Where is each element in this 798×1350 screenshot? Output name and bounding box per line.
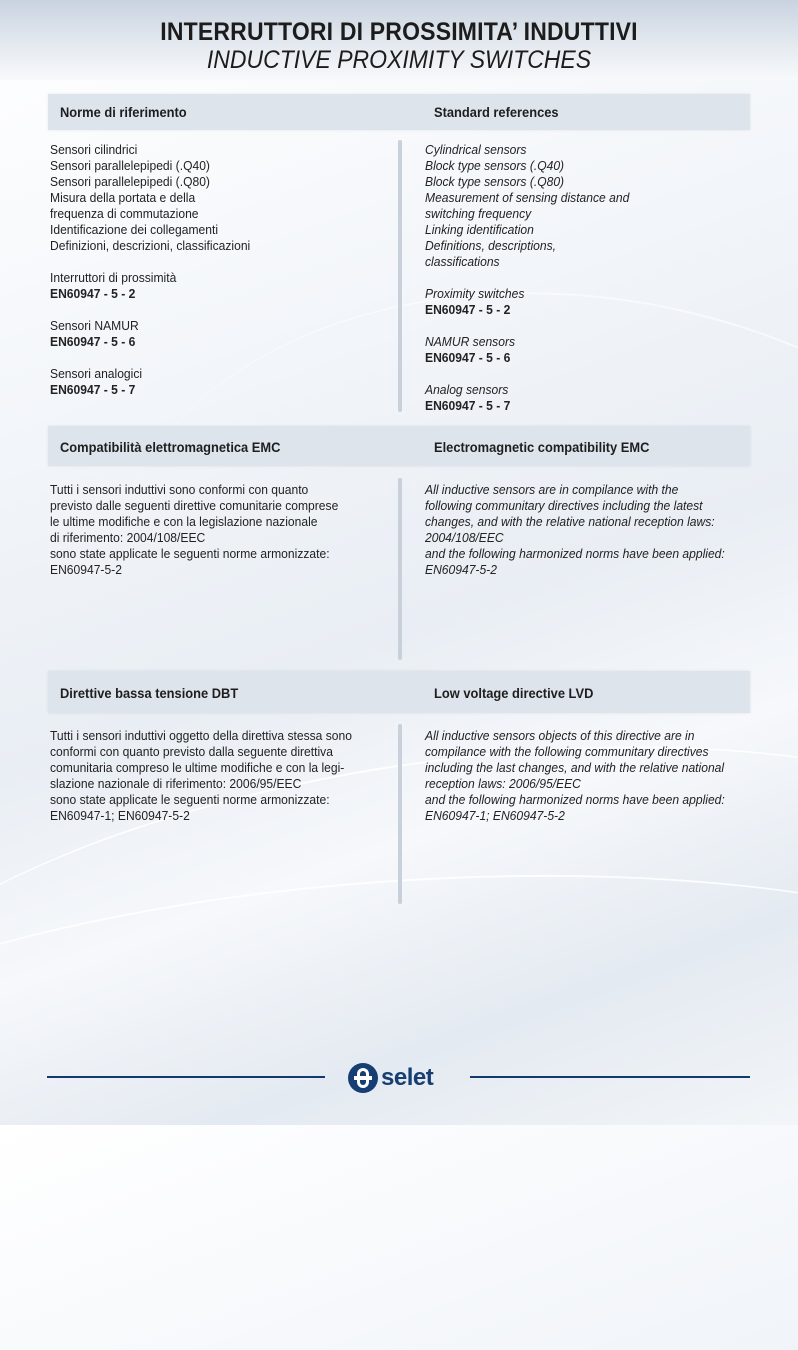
text-line: NAMUR sensors <box>425 334 516 349</box>
text-line: di riferimento: 2004/108/EEC <box>50 530 206 545</box>
section-title-it: Compatibilità elettromagnetica EMC <box>60 439 281 455</box>
section-title-en: Standard references <box>434 104 559 120</box>
text-line: Block type sensors (.Q80) <box>425 174 565 189</box>
text-line: and the following harmonized norms have been applied: <box>425 792 725 807</box>
norm-code: EN60947 - 5 - 2 <box>425 302 511 317</box>
page-title-block <box>0 18 798 75</box>
text-line: Definizioni, descrizioni, classificazioni <box>50 238 251 253</box>
text-line: EN60947-5-2 <box>425 562 497 577</box>
section-header-emc <box>48 426 750 466</box>
norm-code: EN60947 - 5 - 6 <box>425 350 511 365</box>
text-line: including the last changes, and with the relative national <box>425 760 725 775</box>
lvd-en-text <box>425 728 755 824</box>
text-line: Proximity switches <box>425 286 525 301</box>
references-it-text <box>50 142 390 398</box>
text-line: frequenza di commutazione <box>50 206 199 221</box>
text-line: EN60947-1; EN60947-5-2 <box>425 808 565 823</box>
paragraph-gap <box>425 366 755 382</box>
text-line: sono state applicate le seguenti norme armonizzate: <box>50 546 330 561</box>
text-line: EN60947-1; EN60947-5-2 <box>50 808 190 823</box>
text-line: compilance with the following communitary directives <box>425 744 709 759</box>
text-line: 2004/108/EEC <box>425 530 504 545</box>
page-title-it: INTERRUTTORI DI PROSSIMITA’ INDUTTIVI <box>160 18 638 46</box>
text-line: Sensori parallelepipedi (.Q80) <box>50 174 210 189</box>
text-line: changes, and with the relative national reception laws: <box>425 514 715 529</box>
norm-code: EN60947 - 5 - 6 <box>50 334 136 349</box>
text-line: comunitaria compreso le ultime modifiche e con la legi- <box>50 760 345 775</box>
page-title-en: INDUCTIVE PROXIMITY SWITCHES <box>206 46 592 74</box>
text-line: following communitary directives including the latest <box>425 498 703 513</box>
references-en-text <box>425 142 755 414</box>
text-line: classifications <box>425 254 500 269</box>
paragraph-gap <box>50 254 390 270</box>
text-line: Identificazione dei collegamenti <box>50 222 219 237</box>
section-header-references <box>48 94 750 130</box>
text-line: Block type sensors (.Q40) <box>425 158 565 173</box>
text-line: All inductive sensors objects of this directive are in <box>425 728 695 743</box>
text-line: Definitions, descriptions, <box>425 238 557 253</box>
text-line: sono state applicate le seguenti norme armonizzate: <box>50 792 330 807</box>
norm-code: EN60947 - 5 - 2 <box>50 286 136 301</box>
text-line: Misura della portata e della <box>50 190 196 205</box>
text-line: All inductive sensors are in compilance with the <box>425 482 679 497</box>
text-line: Linking identification <box>425 222 534 237</box>
column-divider <box>398 140 402 412</box>
norm-code: EN60947 - 5 - 7 <box>50 382 136 397</box>
text-line: previsto dalle seguenti direttive comunitarie comprese <box>50 498 339 513</box>
text-line: Sensori NAMUR <box>50 318 139 333</box>
text-line: reception laws: 2006/95/EEC <box>425 776 581 791</box>
text-line: Sensori parallelepipedi (.Q40) <box>50 158 210 173</box>
text-line: switching frequency <box>425 206 532 221</box>
column-divider <box>398 478 402 660</box>
lvd-it-text <box>50 728 390 824</box>
section-header-lvd <box>48 671 750 713</box>
text-line: Sensori cilindrici <box>50 142 138 157</box>
paragraph-gap <box>50 350 390 366</box>
section-title-it: Norme di riferimento <box>60 104 187 120</box>
paragraph-gap <box>425 318 755 334</box>
section-title-it: Direttive bassa tensione DBT <box>60 685 239 701</box>
text-line: slazione nazionale di riferimento: 2006/95/EEC <box>50 776 302 791</box>
text-line: Analog sensors <box>425 382 509 397</box>
text-line: Tutti i sensori induttivi oggetto della direttiva stessa sono <box>50 728 352 743</box>
text-line: le ultime modifiche e con la legislazione nazionale <box>50 514 318 529</box>
footer-rule-left <box>47 1076 325 1078</box>
selet-logo <box>348 1062 433 1094</box>
text-line: EN60947-5-2 <box>50 562 122 577</box>
section-title-en: Low voltage directive LVD <box>434 685 594 701</box>
logo-text: selet <box>381 1064 434 1091</box>
column-divider <box>398 724 402 904</box>
text-line: Tutti i sensori induttivi sono conformi con quanto <box>50 482 309 497</box>
text-line: conformi con quanto previsto dalla seguente direttiva <box>50 744 333 759</box>
text-line: Cylindrical sensors <box>425 142 527 157</box>
section-title-en: Electromagnetic compatibility EMC <box>434 439 650 455</box>
selet-logo-icon <box>348 1063 378 1093</box>
text-line: Interruttori di prossimità <box>50 270 177 285</box>
norm-code: EN60947 - 5 - 7 <box>425 398 511 413</box>
paragraph-gap <box>425 270 755 286</box>
text-line: Measurement of sensing distance and <box>425 190 630 205</box>
paragraph-gap <box>50 302 390 318</box>
emc-it-text <box>50 482 390 578</box>
text-line: Sensori analogici <box>50 366 143 381</box>
text-line: and the following harmonized norms have been applied: <box>425 546 725 561</box>
emc-en-text <box>425 482 755 578</box>
footer-rule-right <box>470 1076 750 1078</box>
